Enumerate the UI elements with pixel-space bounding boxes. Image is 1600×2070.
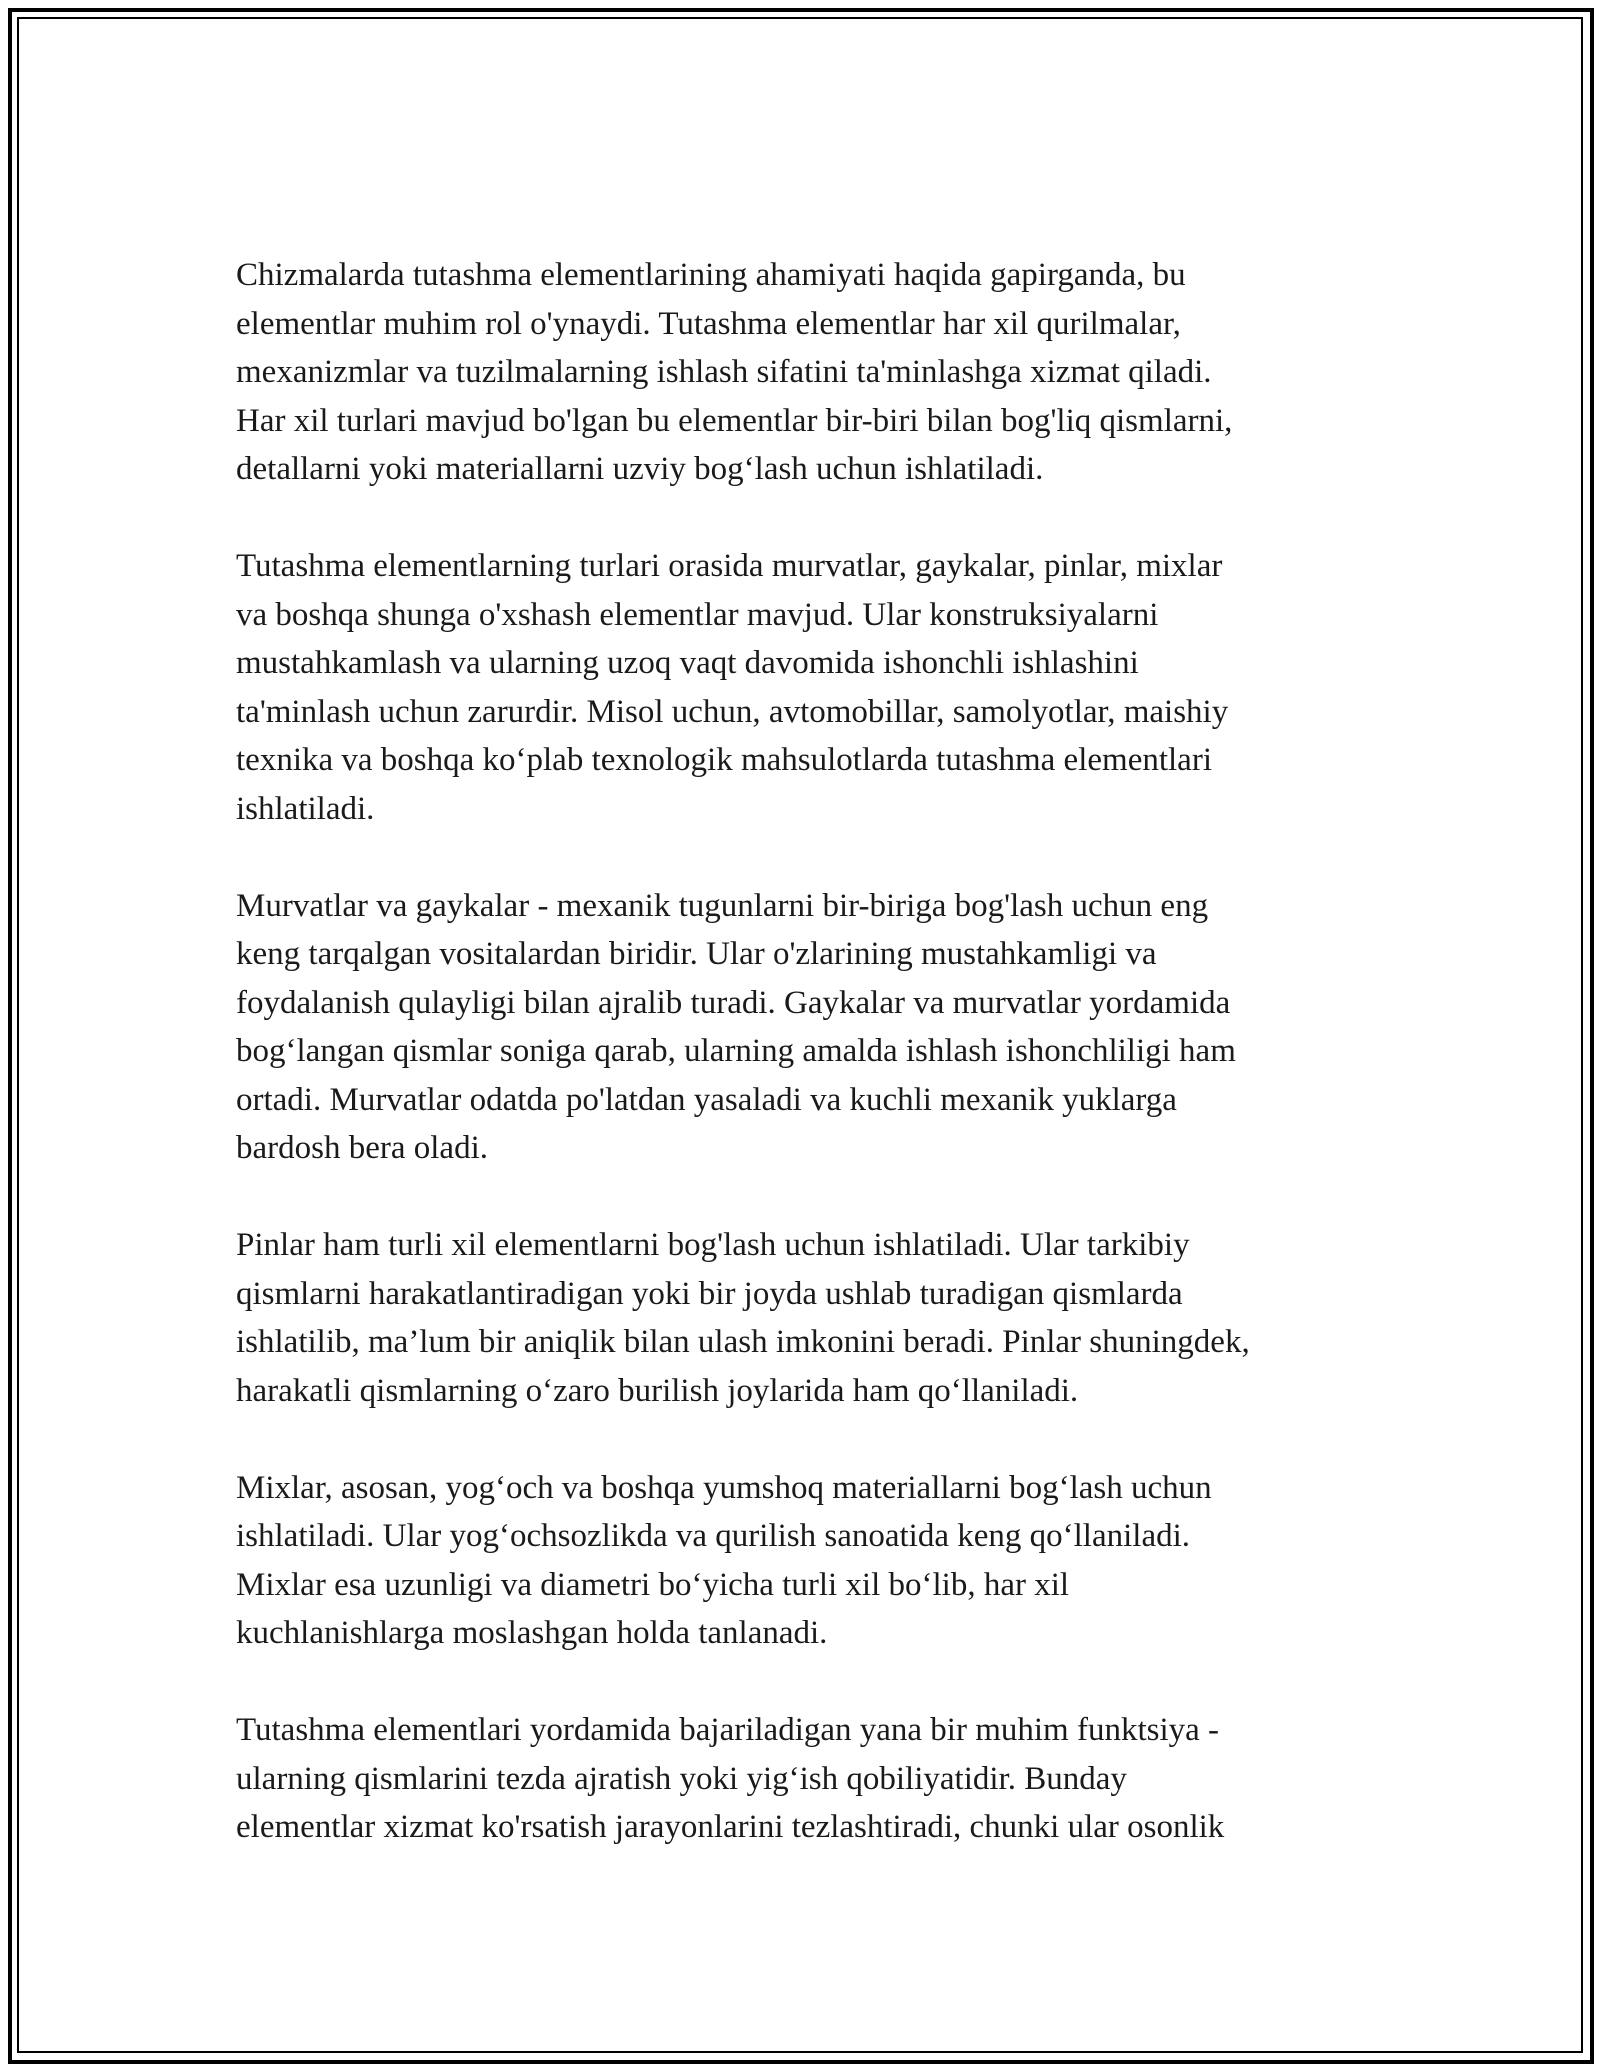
text-line: elementlar muhim rol o'ynaydi. Tutashma elementlar har xil qurilmalar, — [236, 305, 1181, 342]
paragraph-5 — [236, 1464, 1376, 1658]
text-line: ta'minlash uchun zarurdir. Misol uchun, avtomobillar, samolyotlar, maishiy — [236, 693, 1229, 730]
text-line: va boshqa shunga o'xshash elementlar mavjud. Ular konstruksiyalarni — [236, 596, 1159, 633]
paragraph-6 — [236, 1706, 1376, 1852]
text-line: foydalanish qulayligi bilan ajralib turadi. Gaykalar va murvatlar yordamida — [236, 984, 1231, 1021]
text-line: bog‘langan qismlar soniga qarab, ularning amalda ishlash ishonchliligi ham — [236, 1033, 1236, 1069]
text-line: Mixlar, asosan, yog‘och va boshqa yumshoq materiallarni bog‘lash uchun — [236, 1469, 1212, 1506]
text-line: ortadi. Murvatlar odatda po'latdan yasaladi va kuchli mexanik yuklarga — [236, 1081, 1177, 1118]
text-line: Har xil turlari mavjud bo'lgan bu elementlar bir-biri bilan bog'liq qismlarni, — [236, 402, 1233, 439]
text-line: Murvatlar va gaykalar - mexanik tugunlarni bir-biriga bog'lash uchun eng — [236, 887, 1209, 924]
text-line: harakatli qismlarning o‘zaro burilish joylarida ham qo‘llaniladi. — [236, 1372, 1079, 1409]
text-line: Tutashma elementlari yordamida bajariladigan yana bir muhim funktsiya - — [236, 1712, 1220, 1748]
text-line: Mixlar esa uzunligi va diametri bo‘yicha turli xil bo‘lib, har xil — [236, 1566, 1070, 1603]
text-line: Pinlar ham turli xil elementlarni bog'lash uchun ishlatiladi. Ular tarkibiy — [236, 1227, 1190, 1263]
paragraph-3 — [236, 882, 1376, 1173]
text-line: kuchlanishlarga moslashgan holda tanlanadi. — [236, 1615, 828, 1651]
text-line: keng tarqalgan vositalardan biridir. Ular o'zlarining mustahkamligi va — [236, 936, 1157, 972]
text-line: Chizmalarda tutashma elementlarining ahamiyati haqida gapirganda, bu — [236, 257, 1186, 293]
text-line: Tutashma elementlarning turlari orasida murvatlar, gaykalar, pinlar, mixlar — [236, 548, 1223, 584]
text-line: ishlatiladi. — [236, 790, 375, 827]
text-line: elementlar xizmat ko'rsatish jarayonlarini tezlashtiradi, chunki ular osonlik — [236, 1809, 1225, 1845]
text-line: bardosh bera oladi. — [236, 1130, 488, 1166]
paragraph-4 — [236, 1221, 1376, 1415]
text-line: ishlatilib, ma’lum bir aniqlik bilan ulash imkonini beradi. Pinlar shuningdek, — [236, 1324, 1250, 1360]
paragraph-1 — [236, 251, 1376, 494]
document-body — [236, 251, 1376, 1900]
text-line: mexanizmlar va tuzilmalarning ishlash sifatini ta'minlashga xizmat qiladi. — [236, 354, 1212, 390]
text-line: detallarni yoki materiallarni uzviy bog‘lash uchun ishlatiladi. — [236, 451, 1044, 487]
text-line: mustahkamlash va ularning uzoq vaqt davomida ishonchli ishlashini — [236, 645, 1139, 681]
paragraph-2 — [236, 542, 1376, 833]
text-line: ularning qismlarini tezda ajratish yoki yig‘ish qobiliyatidir. Bunday — [236, 1760, 1127, 1797]
text-line: qismlarni harakatlantiradigan yoki bir joyda ushlab turadigan qismlarda — [236, 1275, 1183, 1312]
text-line: texnika va boshqa ko‘plab texnologik mahsulotlarda tutashma elementlari — [236, 742, 1212, 778]
text-line: ishlatiladi. Ular yog‘ochsozlikda va qurilish sanoatida keng qo‘llaniladi. — [236, 1518, 1191, 1554]
